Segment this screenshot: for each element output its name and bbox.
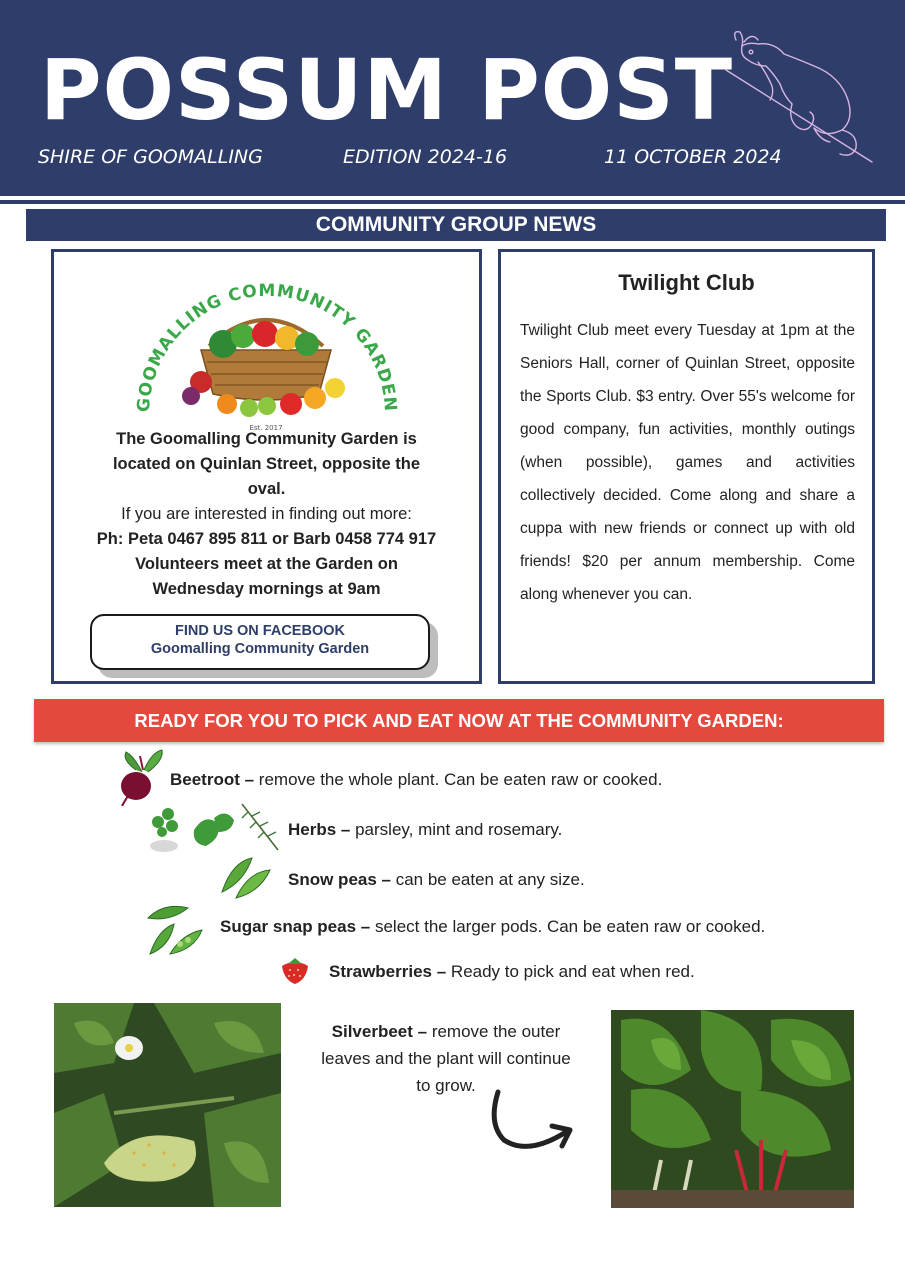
issue-date: 11 OCTOBER 2024 [604, 146, 782, 168]
twilight-club-panel [498, 249, 875, 684]
garden-volunteers-line-1: Volunteers meet at the Garden on [135, 555, 398, 573]
facebook-page-name: Goomalling Community Garden [150, 641, 370, 657]
ready-to-pick-banner: READY FOR YOU TO PICK AND EAT NOW AT THE COMMUNITY GARDEN: [34, 699, 884, 742]
curved-arrow-icon [484, 1084, 580, 1158]
produce-item-snow-peas: Snow peas – can be eaten at any size. [288, 870, 585, 889]
twilight-club-body: Twilight Club meet every Tuesday at 1pm at the Seniors Hall, corner of Quinlan Street, opposite the Sports Club. $3 entry. Over 55's welcome for good company, fun activities, monthly outings (when possible), games and activities collectively decided. Come along and share a cuppa with new friends or connect up with old friends! $20 per annum membership. Come along whenever you can. [520, 322, 855, 603]
facebook-label: FIND US ON FACEBOOK [175, 623, 345, 639]
garden-interest-text: If you are interested in finding out more: [121, 505, 412, 523]
strawberry-plant-photo [54, 1003, 281, 1207]
facebook-link-button[interactable] [90, 614, 430, 670]
svg-text:Est. 2017: Est. 2017 [249, 424, 283, 432]
produce-item-strawberries: Strawberries – Ready to pick and eat when red. [329, 962, 695, 981]
svg-text:GOOMALLING COMMUNITY GARDEN: GOOMALLING COMMUNITY GARDEN [133, 280, 401, 413]
twilight-club-title: Twilight Club [618, 270, 755, 295]
produce-item-silverbeet: Silverbeet – remove the outer leaves and the plant will continue to grow. [321, 1022, 571, 1095]
community-garden-logo [131, 264, 401, 432]
snow-pea-icon [218, 852, 274, 902]
strawberry-icon [278, 954, 312, 986]
garden-phone-contacts: Ph: Peta 0467 895 811 or Barb 0458 774 917 [96, 530, 437, 548]
garden-location-line-1: The Goomalling Community Garden is [116, 430, 417, 448]
garden-location-line-2: located on Quinlan Street, opposite the [112, 455, 421, 473]
shire-name: SHIRE OF GOOMALLING [38, 146, 263, 168]
possum-icon [722, 22, 882, 182]
section-heading: COMMUNITY GROUP NEWS [26, 209, 886, 241]
community-garden-panel [51, 249, 482, 684]
garden-location-line-3: oval. [247, 480, 286, 498]
garden-volunteers-line-2: Wednesday mornings at 9am [152, 580, 381, 598]
produce-item-herbs: Herbs – parsley, mint and rosemary. [288, 820, 563, 839]
newsletter-title: POSSUM POST [40, 41, 734, 139]
produce-item-sugar-snap-peas: Sugar snap peas – select the larger pods. Can be eaten raw or cooked. [220, 917, 766, 936]
silverbeet-photo [611, 1010, 854, 1208]
sugar-snap-pea-icon [144, 900, 206, 958]
masthead-divider [0, 200, 905, 204]
herbs-icon [146, 800, 284, 858]
edition-number: EDITION 2024-16 [343, 146, 508, 168]
beetroot-icon [116, 746, 168, 806]
produce-item-beetroot: Beetroot – remove the whole plant. Can be eaten raw or cooked. [170, 770, 663, 789]
